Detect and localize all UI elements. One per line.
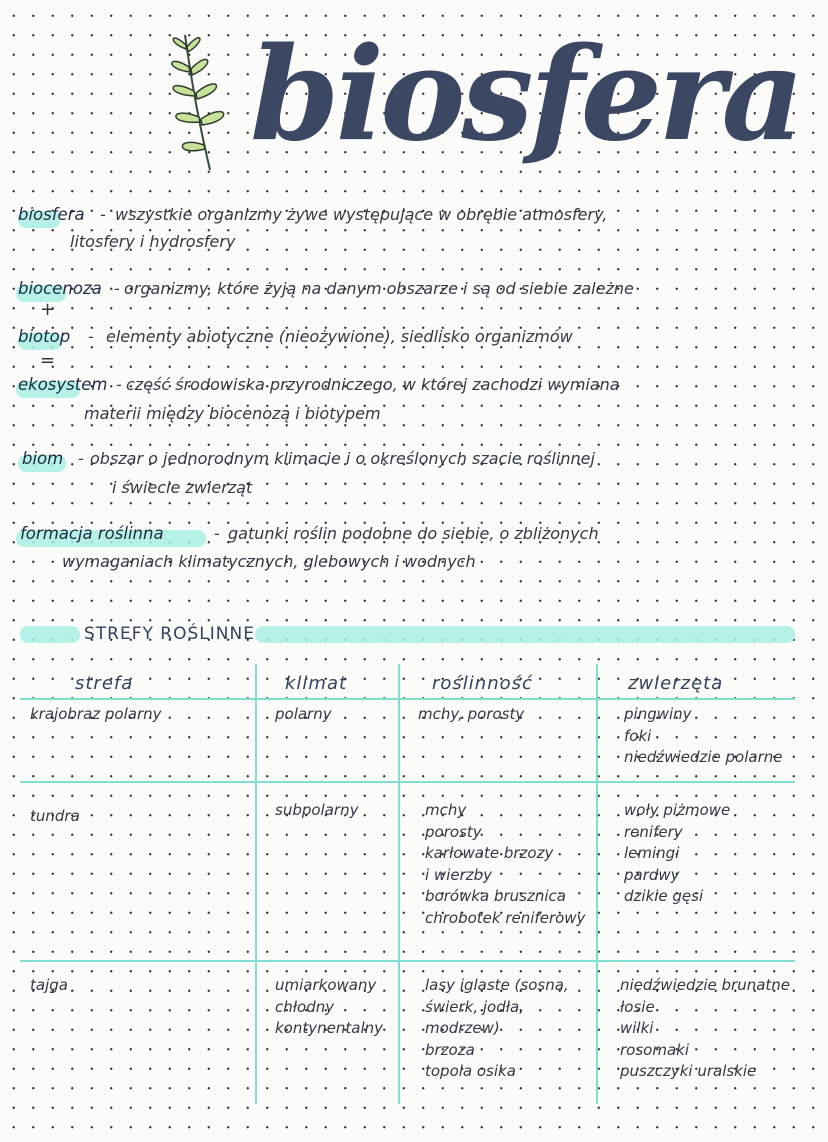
term-separator: - bbox=[88, 327, 94, 346]
table-cell: polarny bbox=[275, 705, 332, 723]
page-title: biosfera bbox=[250, 20, 801, 170]
term-ekosystem: ekosystem bbox=[18, 375, 108, 394]
column-header-klimat: klimat bbox=[285, 673, 348, 694]
table-cell: niedźwiedzie brunatne łosie wilki rosomaki puszczyki uralskie bbox=[620, 976, 791, 1080]
column-header-roslinnosc: roślinność bbox=[432, 673, 533, 694]
table-column-rule bbox=[398, 664, 400, 1104]
table-cell: subpolarny bbox=[275, 801, 359, 819]
definition-text: wszystkie organizmy żywe występujące w obrębie atmosfery, bbox=[115, 205, 608, 224]
definition-continuation: litosfery i hydrosfery bbox=[70, 232, 236, 251]
definition-text: obszar o jednorodnym klimacie i o określonych szacie roślinnej bbox=[90, 449, 595, 468]
term-biom: biom bbox=[22, 449, 64, 468]
table-cell: woły piżmowe renifery lemingi pardwy dzikie gęsi bbox=[624, 801, 731, 905]
definition-text: elementy abiotyczne (nieożywione), siedlisko organizmów bbox=[106, 327, 573, 346]
table-column-rule bbox=[596, 664, 598, 1104]
table-cell: tundra bbox=[30, 807, 80, 825]
term-separator: - bbox=[100, 205, 106, 224]
term-biosfera: biosfera bbox=[18, 205, 85, 224]
definition-text: część środowiska przyrodniczego, w której zachodzi wymiana bbox=[126, 375, 620, 394]
definition-continuation: materii między biocenozą i biotypem bbox=[84, 404, 381, 423]
definition-text: organizmy, które żyją na danym obszarze i są od siebie zależne bbox=[124, 279, 634, 298]
table-header-rule bbox=[20, 698, 795, 700]
leaf-sprig-icon bbox=[150, 25, 240, 175]
table-cell: tajga bbox=[30, 976, 68, 994]
table-cell: mchy, porosty bbox=[418, 705, 525, 723]
table-cell: pingwiny foki niedźwiedzie polarne bbox=[624, 705, 783, 766]
table-cell: umiarkowany chłodny kontynentalny bbox=[275, 976, 383, 1037]
definition-continuation: i świecie zwierząt bbox=[112, 478, 253, 497]
term-formacja-roslinna: formacja roślinna bbox=[20, 524, 164, 543]
term-separator: - bbox=[78, 449, 84, 468]
section-highlight bbox=[255, 626, 795, 643]
table-row-rule bbox=[20, 960, 795, 962]
definition-text: gatunki roślin podobne do siebie, o zbliżonych bbox=[228, 524, 599, 543]
term-biotop: biotop bbox=[18, 327, 71, 346]
term-separator: - bbox=[116, 375, 122, 394]
section-heading: STREFY ROŚLINNE bbox=[84, 624, 255, 644]
term-separator: - bbox=[114, 279, 120, 298]
table-cell: krajobraz polarny bbox=[30, 705, 162, 723]
column-header-zwierzeta: zwierzęta bbox=[628, 673, 724, 694]
table-cell: lasy iglaste (sosna, świerk, jodła, modrzew) brzoza topola osika bbox=[425, 976, 569, 1080]
equals-symbol: = bbox=[40, 350, 56, 371]
table-row-rule bbox=[20, 781, 795, 783]
term-biocenoza: biocenoza bbox=[18, 279, 102, 298]
table-cell: mchy porosty karłowate brzozy i wierzby borówka brusznica chrobotek reniferowy bbox=[425, 801, 586, 927]
term-separator: - bbox=[214, 524, 220, 543]
column-header-strefa: strefa bbox=[75, 673, 134, 694]
definition-continuation: wymaganiach klimatycznych, glebowych i wodnych bbox=[62, 552, 476, 571]
table-column-rule bbox=[255, 664, 257, 1104]
section-highlight bbox=[20, 626, 80, 643]
plus-symbol: + bbox=[40, 299, 56, 320]
